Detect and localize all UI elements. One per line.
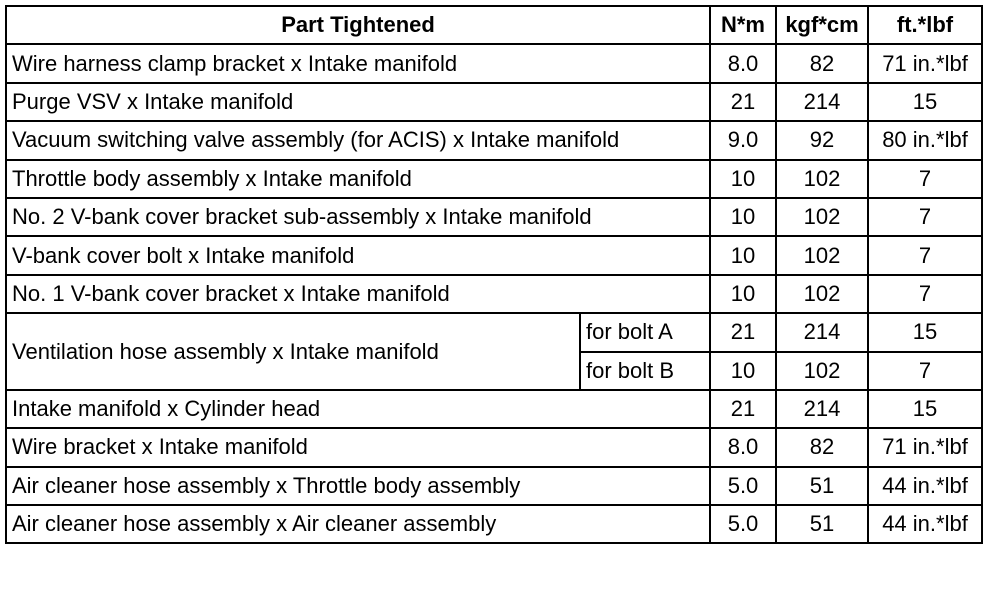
ft-cell: 71 in.*lbf bbox=[868, 44, 982, 82]
nm-cell: 21 bbox=[710, 313, 776, 351]
table-row bbox=[6, 505, 982, 543]
kgf-cell: 82 bbox=[776, 44, 868, 82]
part-cell-ventilation: Ventilation hose assembly x Intake manifold bbox=[6, 313, 580, 390]
part-cell: No. 1 V-bank cover bracket x Intake manifold bbox=[6, 275, 710, 313]
header-nm: N*m bbox=[710, 6, 776, 44]
kgf-cell: 82 bbox=[776, 428, 868, 466]
kgf-cell: 214 bbox=[776, 83, 868, 121]
part-cell: Wire bracket x Intake manifold bbox=[6, 428, 710, 466]
part-cell: Throttle body assembly x Intake manifold bbox=[6, 160, 710, 198]
header-part-tightened: Part Tightened bbox=[6, 6, 710, 44]
header-row bbox=[6, 6, 982, 44]
ft-cell: 80 in.*lbf bbox=[868, 121, 982, 159]
kgf-cell: 102 bbox=[776, 160, 868, 198]
nm-cell: 8.0 bbox=[710, 44, 776, 82]
table-row bbox=[6, 236, 982, 274]
bolt-label-cell: for bolt B bbox=[580, 352, 710, 390]
ft-cell: 15 bbox=[868, 313, 982, 351]
table-row bbox=[6, 121, 982, 159]
nm-cell: 10 bbox=[710, 160, 776, 198]
kgf-cell: 102 bbox=[776, 275, 868, 313]
kgf-cell: 51 bbox=[776, 467, 868, 505]
table-row bbox=[6, 198, 982, 236]
kgf-cell: 214 bbox=[776, 313, 868, 351]
kgf-cell: 102 bbox=[776, 198, 868, 236]
part-cell: Wire harness clamp bracket x Intake manifold bbox=[6, 44, 710, 82]
table-row bbox=[6, 428, 982, 466]
part-cell: Intake manifold x Cylinder head bbox=[6, 390, 710, 428]
part-cell: Purge VSV x Intake manifold bbox=[6, 83, 710, 121]
nm-cell: 10 bbox=[710, 275, 776, 313]
kgf-cell: 51 bbox=[776, 505, 868, 543]
nm-cell: 5.0 bbox=[710, 505, 776, 543]
nm-cell: 9.0 bbox=[710, 121, 776, 159]
part-cell: Vacuum switching valve assembly (for ACIS) x Intake manifold bbox=[6, 121, 710, 159]
header-ft-lbf: ft.*lbf bbox=[868, 6, 982, 44]
table-row bbox=[6, 160, 982, 198]
kgf-cell: 92 bbox=[776, 121, 868, 159]
ft-cell: 15 bbox=[868, 83, 982, 121]
ft-cell: 44 in.*lbf bbox=[868, 467, 982, 505]
kgf-cell: 102 bbox=[776, 236, 868, 274]
table-row bbox=[6, 467, 982, 505]
part-cell: V-bank cover bolt x Intake manifold bbox=[6, 236, 710, 274]
nm-cell: 21 bbox=[710, 83, 776, 121]
kgf-cell: 102 bbox=[776, 352, 868, 390]
torque-spec-table bbox=[5, 5, 983, 544]
ft-cell: 7 bbox=[868, 236, 982, 274]
table-row bbox=[6, 83, 982, 121]
part-cell: Air cleaner hose assembly x Throttle body assembly bbox=[6, 467, 710, 505]
table-row bbox=[6, 390, 982, 428]
nm-cell: 10 bbox=[710, 352, 776, 390]
ft-cell: 71 in.*lbf bbox=[868, 428, 982, 466]
ft-cell: 7 bbox=[868, 352, 982, 390]
nm-cell: 21 bbox=[710, 390, 776, 428]
kgf-cell: 214 bbox=[776, 390, 868, 428]
header-kgf-cm: kgf*cm bbox=[776, 6, 868, 44]
ft-cell: 7 bbox=[868, 198, 982, 236]
bolt-label-cell: for bolt A bbox=[580, 313, 710, 351]
ft-cell: 7 bbox=[868, 275, 982, 313]
ft-cell: 15 bbox=[868, 390, 982, 428]
table-row-ventilation-bolt-a bbox=[6, 313, 982, 351]
table-row bbox=[6, 275, 982, 313]
ft-cell: 7 bbox=[868, 160, 982, 198]
table-row bbox=[6, 44, 982, 82]
nm-cell: 10 bbox=[710, 198, 776, 236]
nm-cell: 10 bbox=[710, 236, 776, 274]
part-cell: No. 2 V-bank cover bracket sub-assembly x Intake manifold bbox=[6, 198, 710, 236]
nm-cell: 5.0 bbox=[710, 467, 776, 505]
ft-cell: 44 in.*lbf bbox=[868, 505, 982, 543]
nm-cell: 8.0 bbox=[710, 428, 776, 466]
part-cell: Air cleaner hose assembly x Air cleaner assembly bbox=[6, 505, 710, 543]
